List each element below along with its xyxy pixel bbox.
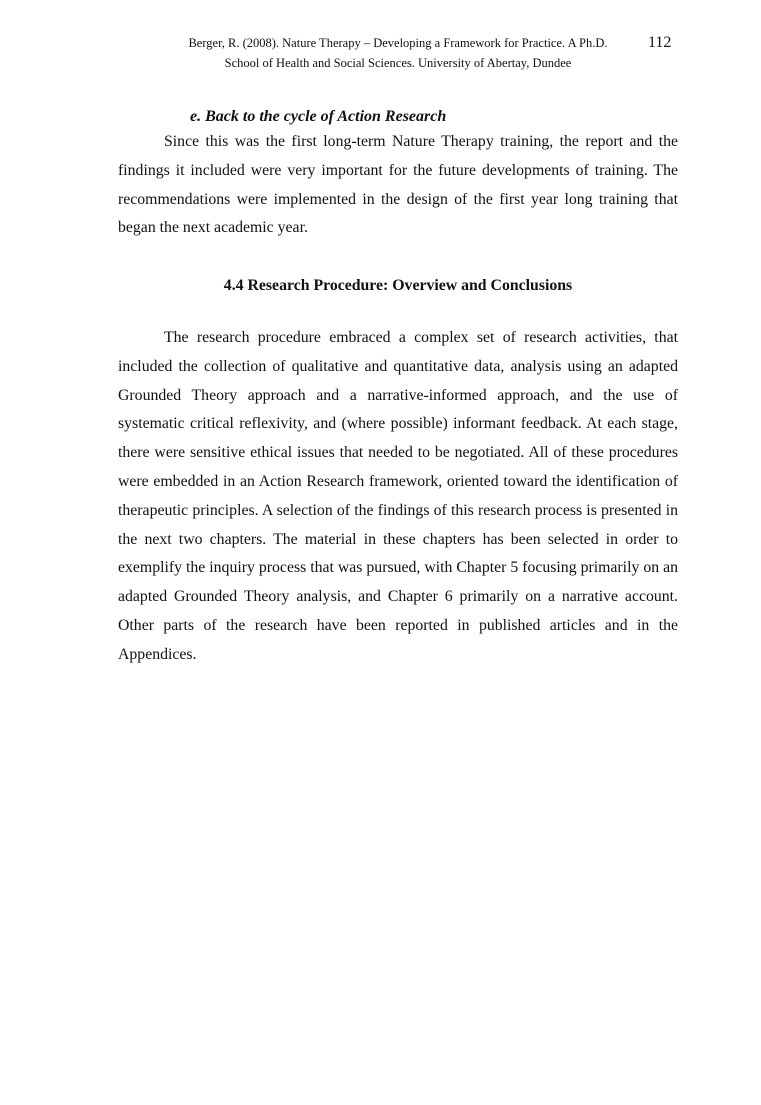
section-heading-back-to-cycle: e. Back to the cycle of Action Research xyxy=(190,108,447,125)
header-citation-line-1: Berger, R. (2008). Nature Therapy – Developing a Framework for Practice. A Ph.D. xyxy=(188,36,608,50)
section-heading-research-procedure: 4.4 Research Procedure: Overview and Conclusions xyxy=(223,277,573,294)
paragraph-back-to-cycle: Since this was the first long-term Nature Therapy training, the report and the findings it included were very important for the future developments of training. The recommendations were implemented in the design of the first year long training that began the next academic year. xyxy=(118,133,678,237)
paragraph-research-procedure: The research procedure embraced a complex set of research activities, that included the collection of qualitative and quantitative data, analysis using an adapted Grounded Theory approach and a narrative-informed approach, and the use of systematic critical reflexivity, and (where possible) informant feedback. At each stage, there were sensitive ethical issues that needed to be negotiated. All of these procedures were embedded in an Action Research framework, oriented toward the identification of therapeutic principles. A selection of the findings of this research process is presented in the next two chapters. The material in these chapters has been selected in order to exemplify the inquiry process that was pursued, with Chapter 5 focusing primarily on an adapted Grounded Theory analysis, and Chapter 6 primarily on a narrative account. Other parts of the research have been reported in published articles and in the Appendices. xyxy=(118,329,678,663)
header-citation-line-2: School of Health and Social Sciences. University of Abertay, Dundee xyxy=(224,56,572,70)
running-header xyxy=(118,33,678,73)
page-number: 112 xyxy=(648,34,672,51)
